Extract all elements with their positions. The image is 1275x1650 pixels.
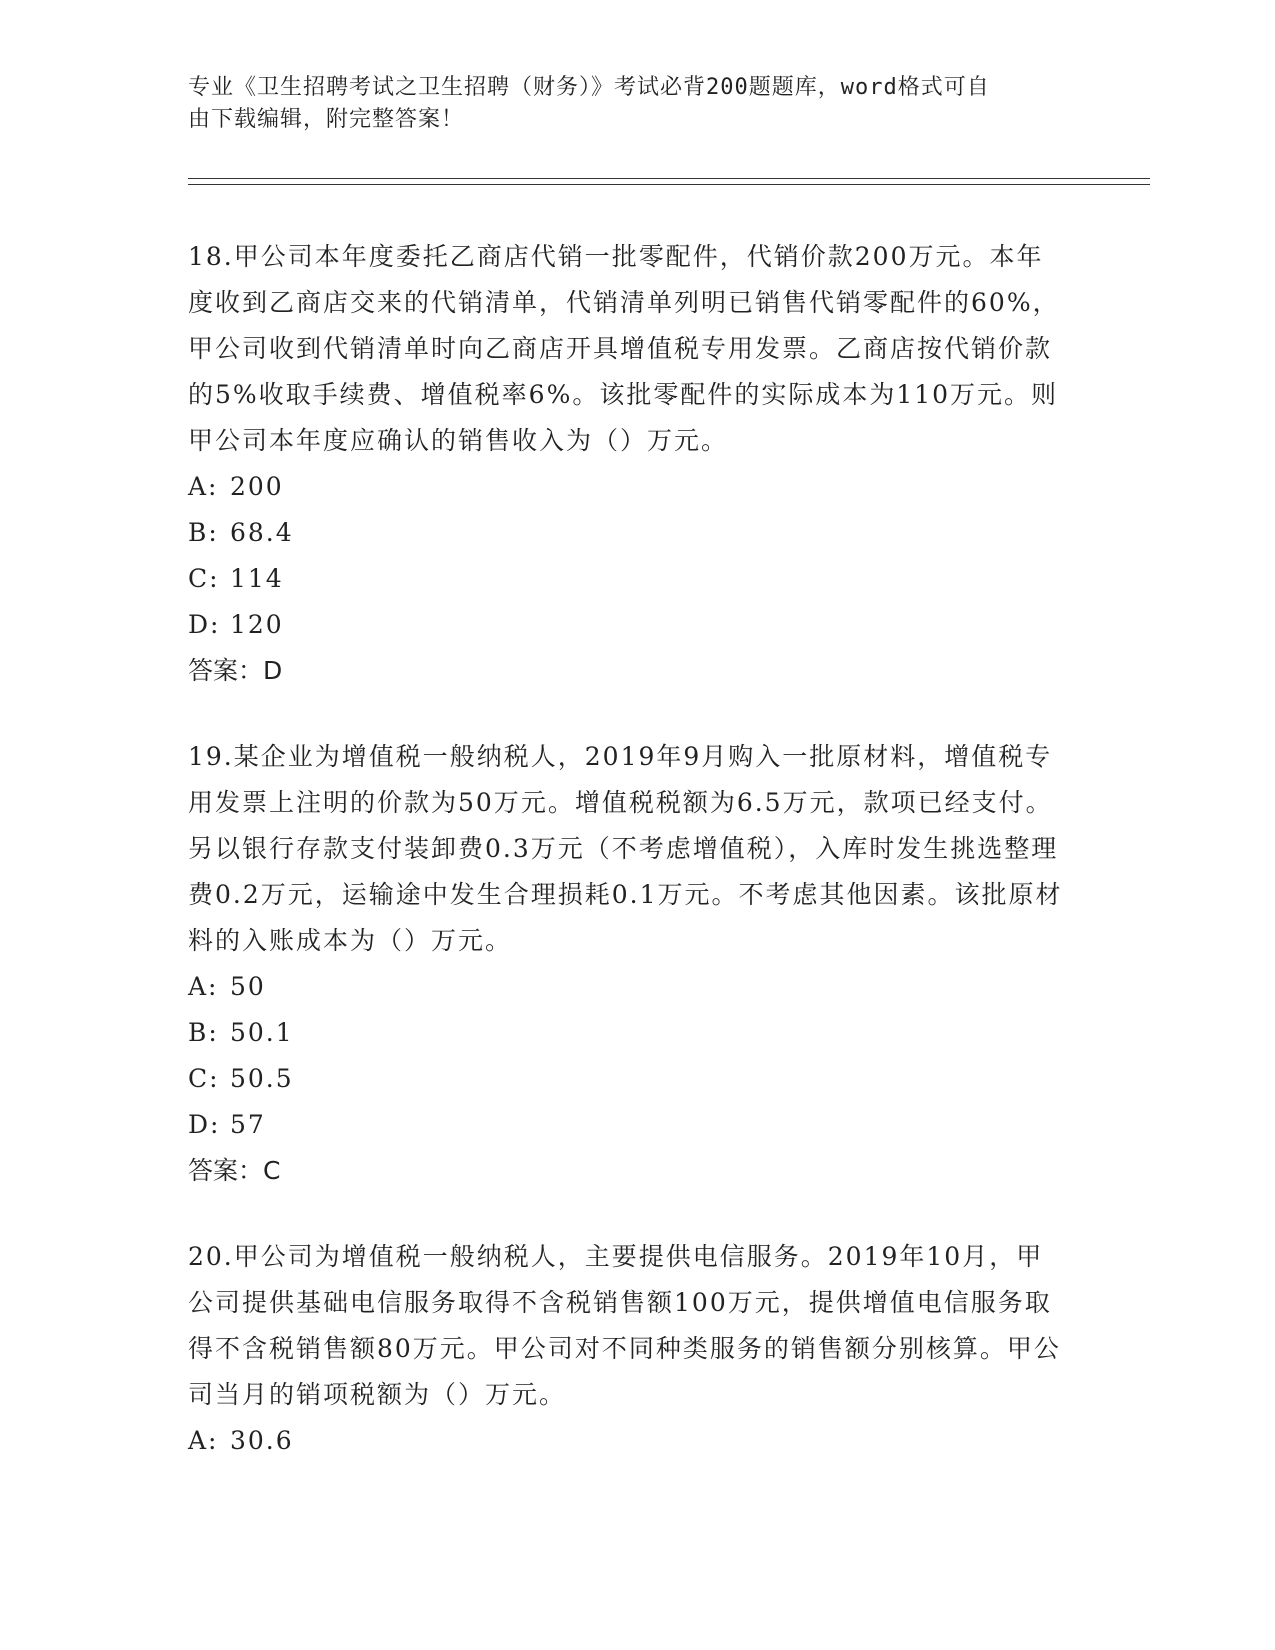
option-text: 120 — [230, 610, 284, 639]
option-a — [188, 964, 1068, 1010]
option-text: 50.1 — [230, 1018, 294, 1047]
option-letter: B: — [188, 1018, 219, 1047]
option-letter: D: — [188, 610, 221, 639]
option-text: 50 — [230, 972, 266, 1001]
question-stem: 19.某企业为增值税一般纳税人，2019年9月购入一批原材料，增值税专用发票上注明的价款为50万元。增值税税额为6.5万元，款项已经支付。另以银行存款支付装卸费0.3万元（不考虑增值税），入库时发生挑选整理费0.2万元，运输途中发生合理损耗0.1万元。不考虑其他因素。该批原材料的入账成本为（）万元。 — [188, 742, 1063, 955]
option-d — [188, 602, 1068, 648]
option-letter: C: — [188, 564, 220, 593]
option-d — [188, 1102, 1068, 1148]
document-header — [188, 72, 1068, 136]
option-a — [188, 464, 1068, 510]
answer-label: 答案：C — [188, 1156, 281, 1185]
option-c — [188, 1056, 1068, 1102]
question-stem: 18.甲公司本年度委托乙商店代销一批零配件，代销价款200万元。本年度收到乙商店交来的代销清单，代销清单列明已销售代销零配件的60%，甲公司收到代销清单时向乙商店开具增值税专用发票。乙商店按代销价款的5%收取手续费、增值税率6%。该批零配件的实际成本为110万元。则甲公司本年度应确认的销售收入为（）万元。 — [188, 242, 1060, 455]
header-line-2: 由下载编辑，附完整答案！ — [188, 107, 465, 132]
option-letter: A: — [188, 972, 219, 1001]
option-letter: A: — [188, 1426, 219, 1455]
header-divider-top — [188, 178, 1150, 179]
answer-label: 答案：D — [188, 656, 283, 685]
option-letter: B: — [188, 518, 219, 547]
option-text: 50.5 — [230, 1064, 294, 1093]
option-text: 57 — [230, 1110, 266, 1139]
header-line-1: 专业《卫生招聘考试之卫生招聘（财务）》考试必背200题题库，word格式可自 — [188, 75, 990, 100]
option-text: 68.4 — [230, 518, 294, 547]
option-text: 114 — [230, 564, 284, 593]
question-20 — [188, 1234, 1068, 1464]
option-text: 30.6 — [230, 1426, 294, 1455]
option-b — [188, 1010, 1068, 1056]
question-stem: 20.甲公司为增值税一般纳税人，主要提供电信服务。2019年10月，甲公司提供基础电信服务取得不含税销售额100万元，提供增值电信服务取得不含税销售额80万元。甲公司对不同种类服务的销售额分别核算。甲公司当月的销项税额为（）万元。 — [188, 1242, 1061, 1409]
option-letter: D: — [188, 1110, 221, 1139]
question-19 — [188, 734, 1068, 1194]
option-text: 200 — [230, 472, 284, 501]
option-letter: A: — [188, 472, 219, 501]
header-divider-bottom — [188, 184, 1150, 185]
option-b — [188, 510, 1068, 556]
option-a — [188, 1418, 1068, 1464]
option-c — [188, 556, 1068, 602]
question-18 — [188, 234, 1068, 694]
option-letter: C: — [188, 1064, 220, 1093]
